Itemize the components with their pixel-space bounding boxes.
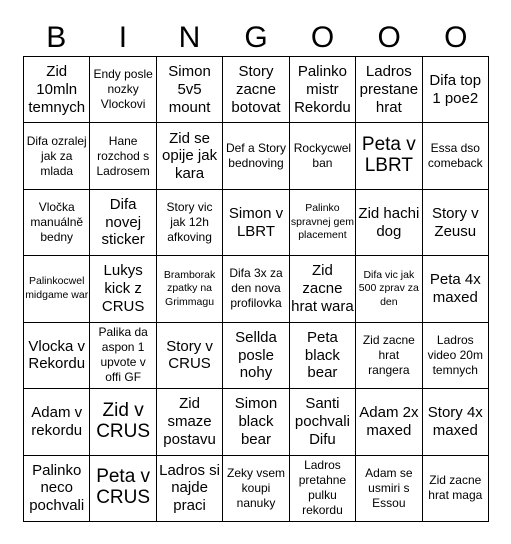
bingo-cell[interactable]: Sellda posle nohy — [223, 323, 289, 389]
bingo-cell[interactable]: Zid hachi dog — [356, 190, 422, 256]
header-letter: I — [118, 21, 128, 54]
bingo-cell[interactable]: Palinkocwel midgame war — [24, 256, 90, 322]
bingo-cell[interactable]: Zid 10mln temnych — [24, 57, 90, 123]
bingo-cell[interactable]: Peta 4x maxed — [423, 256, 489, 322]
bingo-cell[interactable]: Story v Zeusu — [423, 190, 489, 256]
bingo-cell[interactable]: Zid se opije jak kara — [157, 123, 223, 189]
bingo-cell[interactable]: Difa 3x za den nova profilovka — [223, 256, 289, 322]
bingo-cell[interactable]: Story vic jak 12h afkoving — [157, 190, 223, 256]
bingo-cell[interactable]: Ladros pretahne pulku rekordu — [290, 456, 356, 522]
bingo-cell[interactable]: Palinko mistr Rekordu — [290, 57, 356, 123]
bingo-cell[interactable]: Def a Story bednoving — [223, 123, 289, 189]
bingo-cell[interactable]: Vlocka v Rekordu — [24, 323, 90, 389]
bingo-cell[interactable]: Adam v rekordu — [24, 389, 90, 455]
bingo-cell[interactable]: Difa novej sticker — [90, 190, 156, 256]
bingo-cell[interactable]: Story zacne botovat — [223, 57, 289, 123]
bingo-cell[interactable]: Palinko spravnej gem placement — [290, 190, 356, 256]
header-letter: B — [46, 21, 67, 54]
bingo-cell[interactable]: Simon 5v5 mount — [157, 57, 223, 123]
bingo-cell[interactable]: Zid zacne hrat rangera — [356, 323, 422, 389]
bingo-cell[interactable]: Hane rozchod s Ladrosem — [90, 123, 156, 189]
header-letter: N — [178, 21, 201, 54]
bingo-cell[interactable]: Bramborak zpatky na Grimmagu — [157, 256, 223, 322]
header-letter: O — [377, 21, 401, 54]
bingo-cell[interactable]: Zid v CRUS — [90, 389, 156, 455]
bingo-cell[interactable]: Simon v LBRT — [223, 190, 289, 256]
bingo-cell[interactable]: Peta v LBRT — [356, 123, 422, 189]
bingo-cell[interactable]: Difa top 1 poe2 — [423, 57, 489, 123]
bingo-cell[interactable]: Zid smaze postavu — [157, 389, 223, 455]
bingo-cell[interactable]: Essa dso comeback — [423, 123, 489, 189]
header-letter: G — [244, 21, 268, 54]
bingo-cell[interactable]: Peta black bear — [290, 323, 356, 389]
bingo-cell[interactable]: Difa ozralej jak za mlada — [24, 123, 90, 189]
bingo-cell[interactable]: Story v CRUS — [157, 323, 223, 389]
bingo-cell[interactable]: Ladros prestane hrat — [356, 57, 422, 123]
bingo-cell[interactable]: Ladros video 20m temnych — [423, 323, 489, 389]
bingo-cell[interactable]: Zid zacne hrat maga — [423, 456, 489, 522]
bingo-header — [23, 18, 489, 58]
bingo-cell[interactable]: Vločka manuálně bedny — [24, 190, 90, 256]
bingo-cell[interactable]: Zid zacne hrat wara — [290, 256, 356, 322]
bingo-cell[interactable]: Zeky vsem koupi nanuky — [223, 456, 289, 522]
header-letter: O — [310, 21, 335, 54]
bingo-grid — [23, 56, 489, 522]
bingo-cell[interactable]: Story 4x maxed — [423, 389, 489, 455]
bingo-cell[interactable]: Difa vic jak 500 zprav za den — [356, 256, 422, 322]
bingo-cell[interactable]: Ladros si najde praci — [157, 456, 223, 522]
bingo-cell[interactable]: Simon black bear — [223, 389, 289, 455]
bingo-cell[interactable]: Rockycwel ban — [290, 123, 356, 189]
header-letter: O — [444, 21, 468, 54]
bingo-cell[interactable]: Peta v CRUS — [90, 456, 156, 522]
bingo-cell[interactable]: Lukys kick z CRUS — [90, 256, 156, 322]
bingo-cell[interactable]: Adam se usmiri s Essou — [356, 456, 422, 522]
bingo-cell[interactable]: Adam 2x maxed — [356, 389, 422, 455]
bingo-cell[interactable]: Palika da aspon 1 upvote v offi GF — [90, 323, 156, 389]
bingo-cell[interactable]: Palinko neco pochvali — [24, 456, 90, 522]
bingo-cell[interactable]: Santi pochvali Difu — [290, 389, 356, 455]
bingo-cell[interactable]: Endy posle nozky Vlockovi — [90, 57, 156, 123]
